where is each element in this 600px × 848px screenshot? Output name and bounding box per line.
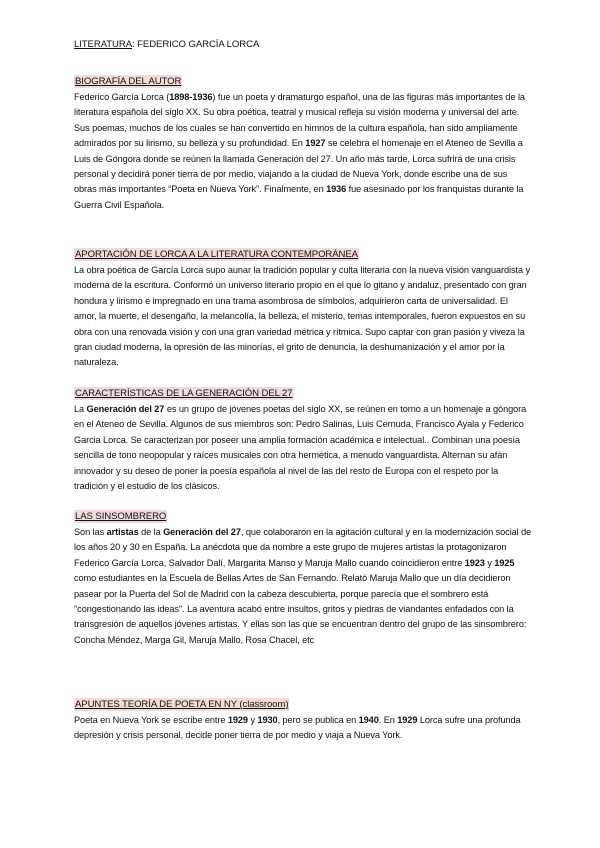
section-paragraph xyxy=(74,525,532,648)
text-run: Lorca sufre una profunda depresión y crisis personal, decide poner tierra de por medio y viaja a Nueva York. xyxy=(74,715,521,741)
bold-text: artistas xyxy=(106,527,139,537)
section-generacion xyxy=(74,383,532,494)
text-run: Son las xyxy=(74,527,107,537)
section-heading: BIOGRAFÍA DEL AUTOR xyxy=(75,76,182,87)
document-title xyxy=(74,39,259,50)
section-heading: LAS SINSOMBRERO xyxy=(75,511,167,522)
section-aportacion xyxy=(74,244,532,371)
text-run: . En xyxy=(378,715,398,725)
section-paragraph xyxy=(74,713,532,744)
text-run: Poeta en Nueva York se escribe entre xyxy=(74,715,228,725)
bold-text: 1898-1936 xyxy=(169,92,213,102)
text-run: se celebra el homenaje en el Ateneo de Sevilla a Luis de Góngora donde se reúnen la llamada Generación del 27. Un año más tarde, Lorca sufrirá de una crisis personal y decidirá poner tierra de por medio, viajando a la ciudad de Nueva York, donde escribe una de sus obras más importantes “Poeta en Nueva York”. Finalmente, en xyxy=(74,138,523,195)
text-run: fue asesinado por los franquistas durante la Guerra Civil Española. xyxy=(74,184,524,210)
text-run: como estudiantes en la Escuela de Bellas Artes de San Fernando. Relató Maruja Mallo que un día decidieron pasear por la Puerta del Sol de Madrid con la cabeza descubierta, porque parecía que el sombrero está "congestionando las ideas". La aventura acabó entre insultos, gritos y piedras de viandantes enfadados con la transgresión de aquellos jóvenes artistas. Y ellas son las que se encuentran dentro del grupo de las sinsombrero: Concha Méndez, Marga Gil, Maruja Mallo, Rosa Chacel, etc xyxy=(74,573,527,645)
text-run: y xyxy=(484,557,495,568)
bold-text: 1930 xyxy=(257,715,278,725)
text-run: y xyxy=(247,715,258,725)
text-run: , que colaboraron en la agitación cultural y en la modernización social de los años 20 y 30 en España. La anécdota que da nombre a este grupo de mujeres artistas la protagonizaron Federico García Lorca, Salvador Dalí, Margarita Manso y Maruja Mallo cuando coincidieron entre xyxy=(74,527,532,568)
text-run: , pero se publica en xyxy=(277,715,359,725)
bold-text: 1936 xyxy=(326,184,347,195)
section-heading: APUNTES TEORÍA DE POETA EN NY (classroom) xyxy=(75,699,289,710)
text-run: es un grupo de jóvenes poetas del siglo XX, se reúnen en torno a un homenaje a góngora en el Ateneo de Sevilla. Algunos de sus miembros son: Pedro Salinas, Luis Cernuda, Francisco Ayala y Federico Garcia Lorca. Se caracterizan por poseer una amplia formación académica e intelectual.. Combinan una poesía sencilla de tono neopopular y raíces musicales con otra hermética, a menudo vanguardista. Alternan su afán innovador y su deseo de poner la poesía española al nivel de las del resto de Europa con el respeto por la tradición y el estudio de los clásicos. xyxy=(74,404,527,492)
section-paragraph xyxy=(74,402,532,494)
bold-text: 1925 xyxy=(494,557,515,568)
section-biografia xyxy=(74,71,532,213)
title-rest: : FEDERICO GARCÍA LORCA xyxy=(132,39,260,50)
title-label: LITERATURA xyxy=(74,39,132,50)
bold-text: 1940 xyxy=(358,715,379,725)
bold-text: Generación del 27 xyxy=(86,404,165,414)
section-apuntes xyxy=(74,694,532,744)
bold-text: 1923 xyxy=(464,557,485,568)
text-run: ) fue un poeta y dramaturgo español, una de las figuras más importantes de la literatura española del siglo XX. Su obra poética, teatral y musical refleja su visión moderna y universal del arte. Sus poemas, muchos de los cuales se han convertido en himnos de la cultura española, han sido ampliamente admirados por su lirismo, su belleza y su profundidad. En xyxy=(74,92,525,149)
section-sinsombrero xyxy=(74,506,532,648)
bold-text: 1927 xyxy=(305,138,326,149)
section-heading: APORTACIÓN DE LORCA A LA LITERATURA CONTEMPORÁNEA xyxy=(75,249,358,260)
text-run: La obra poética de García Lorca supo aunar la tradición popular y culta literaria con la nueva visión vanguardista y moderna de la escritura. Conformó un universo literario propio en el que lo gitano y andaluz, presentado con gran hondura y lirismo e impregnado en una trama asombrosa de símbolos, adquirieron carta de universalidad. El amor, la muerte, el desengaño, la melancolía, la belleza, el misterio, temas intemporales, fueron expuestos en su obra con una renovada visión y con una gran variedad métrica y rítmica. Supo captar con gran pasión y viveza la gran ciudad moderna, la opresión de las minorías, el grito de denuncia, la deshumanización y el amor por la naturaleza. xyxy=(74,265,530,368)
section-paragraph xyxy=(74,263,532,371)
section-heading: CARACTERÍSTICAS DE LA GENERACIÓN DEL 27 xyxy=(75,388,293,399)
bold-text: Generación del 27 xyxy=(163,527,241,537)
text-run: de la xyxy=(138,527,164,537)
bold-text: 1929 xyxy=(397,715,418,725)
text-run: La xyxy=(74,404,87,414)
bold-text: 1929 xyxy=(227,715,248,725)
text-run: Federico García Lorca ( xyxy=(74,92,170,102)
section-paragraph xyxy=(74,90,532,213)
